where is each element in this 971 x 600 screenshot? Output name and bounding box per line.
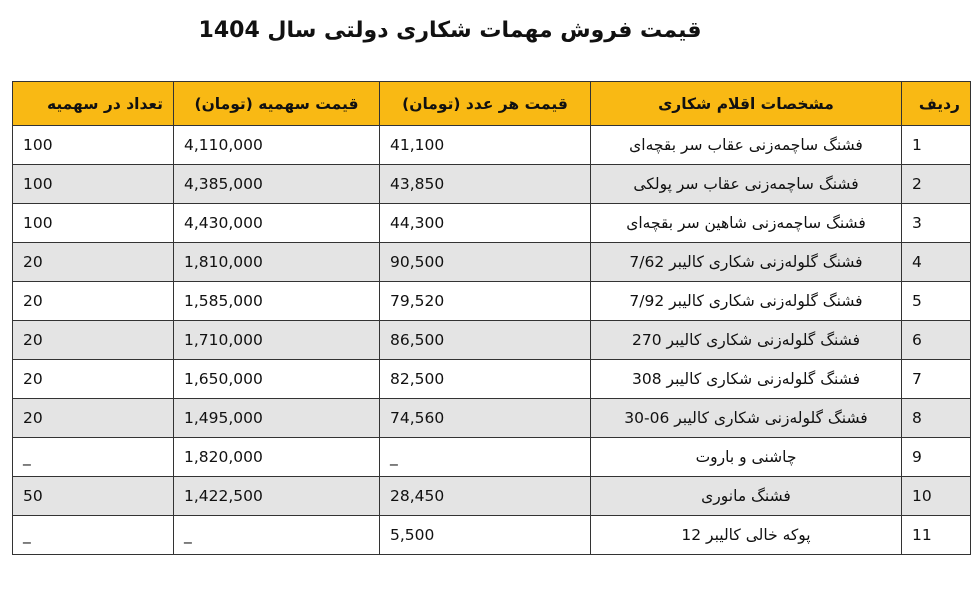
table-row bbox=[13, 360, 971, 399]
cell-description: فشنگ مانوری bbox=[591, 477, 902, 516]
cell-row-number: 3 bbox=[902, 204, 971, 243]
cell-share-price: 4,385,000 bbox=[174, 165, 380, 204]
cell-share-count: _ bbox=[13, 438, 174, 477]
table-row bbox=[13, 438, 971, 477]
cell-row-number: 2 bbox=[902, 165, 971, 204]
cell-share-count: _ bbox=[13, 516, 174, 555]
cell-share-price: 1,495,000 bbox=[174, 399, 380, 438]
header-row-number: ردیف bbox=[902, 82, 971, 126]
cell-description: چاشنی و باروت bbox=[591, 438, 902, 477]
cell-description: فشنگ گلوله‌زنی شکاری کالیبر 7/92 bbox=[591, 282, 902, 321]
cell-unit-price: 5,500 bbox=[380, 516, 591, 555]
cell-share-price: 1,650,000 bbox=[174, 360, 380, 399]
cell-description: فشنگ گلوله‌زنی شکاری کالیبر 308 bbox=[591, 360, 902, 399]
cell-share-count: 50 bbox=[13, 477, 174, 516]
cell-row-number: 7 bbox=[902, 360, 971, 399]
cell-description: فشنگ ساچمه‌زنی عقاب سر بقچه‌ای bbox=[591, 126, 902, 165]
cell-share-count: 100 bbox=[13, 204, 174, 243]
cell-unit-price: _ bbox=[380, 438, 591, 477]
cell-row-number: 9 bbox=[902, 438, 971, 477]
cell-share-price: 1,585,000 bbox=[174, 282, 380, 321]
cell-row-number: 8 bbox=[902, 399, 971, 438]
table-row bbox=[13, 282, 971, 321]
cell-row-number: 1 bbox=[902, 126, 971, 165]
table-row bbox=[13, 477, 971, 516]
table-row bbox=[13, 204, 971, 243]
cell-share-price: 1,820,000 bbox=[174, 438, 380, 477]
cell-share-count: 20 bbox=[13, 360, 174, 399]
cell-row-number: 4 bbox=[902, 243, 971, 282]
cell-description: فشنگ گلوله‌زنی شکاری کالیبر 270 bbox=[591, 321, 902, 360]
table-header-row bbox=[13, 82, 971, 126]
cell-row-number: 11 bbox=[902, 516, 971, 555]
cell-description: فشنگ گلوله‌زنی شکاری کالیبر 06-30 bbox=[591, 399, 902, 438]
cell-unit-price: 86,500 bbox=[380, 321, 591, 360]
cell-description: فشنگ گلوله‌زنی شکاری کالیبر 7/62 bbox=[591, 243, 902, 282]
header-share-price: قیمت سهمیه (تومان) bbox=[174, 82, 380, 126]
cell-share-count: 20 bbox=[13, 399, 174, 438]
cell-row-number: 5 bbox=[902, 282, 971, 321]
cell-share-price: 1,422,500 bbox=[174, 477, 380, 516]
table-row bbox=[13, 165, 971, 204]
cell-unit-price: 44,300 bbox=[380, 204, 591, 243]
page-title: قیمت فروش مهمات شکاری دولتی سال 1404 bbox=[198, 18, 702, 43]
cell-unit-price: 90,500 bbox=[380, 243, 591, 282]
cell-share-price: 1,710,000 bbox=[174, 321, 380, 360]
cell-share-price: 4,110,000 bbox=[174, 126, 380, 165]
price-table bbox=[12, 81, 971, 555]
cell-row-number: 10 bbox=[902, 477, 971, 516]
cell-share-count: 20 bbox=[13, 282, 174, 321]
cell-share-count: 20 bbox=[13, 243, 174, 282]
cell-unit-price: 28,450 bbox=[380, 477, 591, 516]
table-row bbox=[13, 126, 971, 165]
cell-description: پوکه خالی کالیبر 12 bbox=[591, 516, 902, 555]
cell-share-count: 100 bbox=[13, 165, 174, 204]
cell-share-price: _ bbox=[174, 516, 380, 555]
cell-share-count: 100 bbox=[13, 126, 174, 165]
table-body bbox=[13, 126, 971, 555]
cell-row-number: 6 bbox=[902, 321, 971, 360]
table-row bbox=[13, 243, 971, 282]
cell-unit-price: 74,560 bbox=[380, 399, 591, 438]
cell-share-count: 20 bbox=[13, 321, 174, 360]
header-unit-price: قیمت هر عدد (تومان) bbox=[380, 82, 591, 126]
cell-description: فشنگ ساچمه‌زنی شاهین سر بقچه‌ای bbox=[591, 204, 902, 243]
cell-description: فشنگ ساچمه‌زنی عقاب سر پولکی bbox=[591, 165, 902, 204]
header-share-count: تعداد در سهمیه bbox=[13, 82, 174, 126]
header-description: مشخصات اقلام شکاری bbox=[591, 82, 902, 126]
cell-unit-price: 79,520 bbox=[380, 282, 591, 321]
table-row bbox=[13, 399, 971, 438]
cell-unit-price: 41,100 bbox=[380, 126, 591, 165]
cell-share-price: 1,810,000 bbox=[174, 243, 380, 282]
table-row bbox=[13, 321, 971, 360]
cell-unit-price: 82,500 bbox=[380, 360, 591, 399]
cell-share-price: 4,430,000 bbox=[174, 204, 380, 243]
cell-unit-price: 43,850 bbox=[380, 165, 591, 204]
table-row bbox=[13, 516, 971, 555]
